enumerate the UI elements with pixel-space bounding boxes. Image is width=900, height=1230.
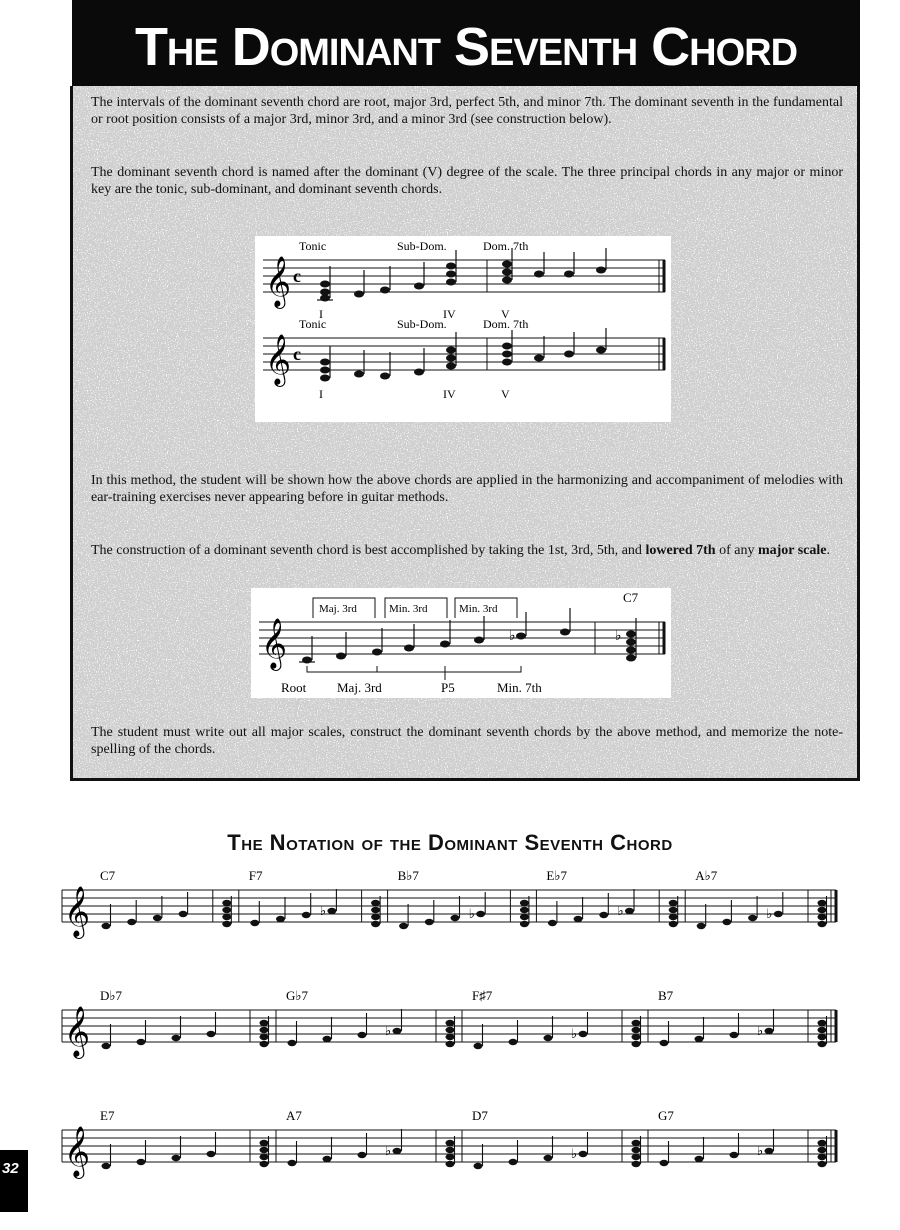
note xyxy=(323,1156,332,1162)
notation-staff-row-2 xyxy=(62,988,836,1059)
numeral-I: I xyxy=(319,307,323,321)
notation-heading: The Notation of the Dominant Seventh Chord xyxy=(227,830,673,855)
svg-text:♭: ♭ xyxy=(509,629,516,644)
page-title: The Dominant Seventh Chord xyxy=(134,17,798,77)
note xyxy=(425,919,434,925)
note xyxy=(102,1043,111,1049)
note xyxy=(730,1032,739,1038)
note xyxy=(153,915,162,921)
chord-note xyxy=(818,1027,827,1033)
chord-note xyxy=(371,900,380,906)
chord-note xyxy=(520,900,529,906)
note xyxy=(327,908,336,914)
chord-note xyxy=(260,1161,269,1167)
treble-clef-icon: 𝄞 xyxy=(64,887,91,936)
svg-text:Tonic: Tonic xyxy=(299,317,327,331)
note xyxy=(748,915,757,921)
chord-note xyxy=(818,1147,827,1153)
chord-label: E♭7 xyxy=(546,868,567,883)
paragraph-named-after: The dominant seventh chord is named after the dominant (V) degree of the scale. The three principal chords in any major or minor key are the tonic, sub-dominant, and dominant seventh chords. xyxy=(91,165,843,197)
chord-note xyxy=(260,1034,269,1040)
note xyxy=(137,1159,146,1165)
chord-note xyxy=(222,914,231,920)
construction-example xyxy=(251,588,671,698)
note xyxy=(765,1028,774,1034)
chord-note xyxy=(818,1041,827,1047)
chord-label: A7 xyxy=(286,1108,302,1123)
principal-chords-example xyxy=(255,236,671,422)
svg-text:𝄞: 𝄞 xyxy=(265,335,292,384)
svg-text:♭: ♭ xyxy=(757,1023,764,1038)
chord-label: G♭7 xyxy=(286,988,309,1003)
chord-label: C7 xyxy=(100,868,116,883)
note xyxy=(302,912,311,918)
explanation-box xyxy=(70,86,860,781)
note xyxy=(393,1148,402,1154)
chord-note xyxy=(371,914,380,920)
svg-text:♭: ♭ xyxy=(766,906,773,921)
chord-note xyxy=(632,1020,641,1026)
chord-note xyxy=(632,1140,641,1146)
chord-note xyxy=(818,1020,827,1026)
note xyxy=(774,911,783,917)
chord-label: B7 xyxy=(658,988,674,1003)
label-min7: Min. 7th xyxy=(497,680,542,695)
staff-row-1 xyxy=(263,239,665,321)
note xyxy=(574,916,583,922)
chord-note xyxy=(818,1154,827,1160)
chord-note xyxy=(669,921,678,927)
bracket-min3-b: Min. 3rd xyxy=(459,603,498,615)
notation-staves xyxy=(0,860,900,1190)
svg-text:IV: IV xyxy=(443,387,456,401)
svg-text:♭: ♭ xyxy=(319,903,327,918)
svg-text:Dom. 7th: Dom. 7th xyxy=(483,317,529,331)
notation-staff-row-1 xyxy=(62,868,836,939)
note xyxy=(172,1035,181,1041)
note xyxy=(544,1155,553,1161)
bracket-maj3: Maj. 3rd xyxy=(319,603,357,615)
chord-label: D7 xyxy=(472,1108,488,1123)
note xyxy=(548,920,557,926)
chord-note xyxy=(446,1027,455,1033)
note xyxy=(323,1036,332,1042)
chord-note xyxy=(260,1154,269,1160)
chord-note xyxy=(446,1161,455,1167)
note xyxy=(697,923,706,929)
chord-note xyxy=(818,907,827,913)
chord-note xyxy=(222,907,231,913)
chord-note xyxy=(222,921,231,927)
note xyxy=(358,1152,367,1158)
chord-label: D♭7 xyxy=(100,988,123,1003)
page-number: 32 xyxy=(2,1160,19,1177)
svg-text:♭: ♭ xyxy=(571,1026,578,1041)
label-maj3: Maj. 3rd xyxy=(337,680,382,695)
paragraph-method: In this method, the student will be shown how the above chords are applied in the harmonizing and accompaniment of melodies with ear-training exercises never appearing before in guitar methods. xyxy=(91,473,843,505)
chord-label: F♯7 xyxy=(472,988,493,1003)
notation-staff-row-3 xyxy=(62,1108,836,1179)
chord-note xyxy=(818,921,827,927)
label-p5: P5 xyxy=(441,680,455,695)
note xyxy=(451,915,460,921)
chord-note xyxy=(371,921,380,927)
note xyxy=(102,1163,111,1169)
chord-note xyxy=(371,907,380,913)
note xyxy=(137,1039,146,1045)
note xyxy=(358,1032,367,1038)
chord-label: A♭7 xyxy=(695,868,718,883)
note xyxy=(172,1155,181,1161)
treble-clef-icon: 𝄞 xyxy=(64,1127,91,1176)
treble-clef-icon: 𝄞 xyxy=(64,1007,91,1056)
chord-note xyxy=(632,1027,641,1033)
bracket-min3-a: Min. 3rd xyxy=(389,603,428,615)
chord-note xyxy=(818,900,827,906)
svg-text:c: c xyxy=(293,344,301,364)
chord-note xyxy=(632,1154,641,1160)
chord-note xyxy=(446,1041,455,1047)
svg-text:𝄞: 𝄞 xyxy=(261,619,288,668)
label-root: Root xyxy=(281,680,307,695)
chord-note xyxy=(818,1161,827,1167)
chord-note xyxy=(520,907,529,913)
note xyxy=(695,1036,704,1042)
note xyxy=(579,1151,588,1157)
chord-note xyxy=(669,914,678,920)
note xyxy=(288,1160,297,1166)
staff-row-2 xyxy=(263,317,665,401)
svg-text:♭: ♭ xyxy=(617,903,624,918)
construction-staff xyxy=(251,588,671,698)
note xyxy=(695,1156,704,1162)
chord-name-c7: C7 xyxy=(623,590,639,605)
note xyxy=(660,1160,669,1166)
svg-text:♭: ♭ xyxy=(385,1023,392,1038)
chord-note xyxy=(520,921,529,927)
note xyxy=(474,1043,483,1049)
note xyxy=(393,1028,402,1034)
chord-note xyxy=(446,1154,455,1160)
label-subdom: Sub-Dom. xyxy=(397,239,447,253)
note xyxy=(207,1031,216,1037)
note xyxy=(127,919,136,925)
note xyxy=(474,1163,483,1169)
chord-note xyxy=(446,1034,455,1040)
chord-note xyxy=(818,914,827,920)
chord-note xyxy=(818,1034,827,1040)
note xyxy=(250,920,259,926)
chord-note xyxy=(632,1161,641,1167)
principal-chords-staves xyxy=(255,236,671,422)
note xyxy=(509,1159,518,1165)
note xyxy=(509,1039,518,1045)
note xyxy=(579,1031,588,1037)
chord-note xyxy=(446,1147,455,1153)
chord-label: B♭7 xyxy=(397,868,419,883)
chord-note xyxy=(260,1020,269,1026)
chord-note xyxy=(669,907,678,913)
note xyxy=(288,1040,297,1046)
note xyxy=(625,908,634,914)
chord-note xyxy=(520,914,529,920)
numeral-V: V xyxy=(501,307,510,321)
note xyxy=(722,919,731,925)
label-tonic: Tonic xyxy=(299,239,327,253)
note xyxy=(179,911,188,917)
svg-text:c: c xyxy=(293,266,301,286)
note xyxy=(476,911,485,917)
note xyxy=(102,923,111,929)
paragraph-student-task: The student must write out all major scales, construct the dominant seventh chords by the above method, and memorize the note-spelling of the chords. xyxy=(91,725,843,757)
chord-note xyxy=(446,1020,455,1026)
svg-text:♭: ♭ xyxy=(615,629,622,644)
chord-note xyxy=(818,1140,827,1146)
svg-text:♭: ♭ xyxy=(757,1143,764,1158)
chord-note xyxy=(260,1027,269,1033)
chord-label: G7 xyxy=(658,1108,674,1123)
svg-text:Sub-Dom.: Sub-Dom. xyxy=(397,317,447,331)
chord-note xyxy=(260,1147,269,1153)
note xyxy=(660,1040,669,1046)
svg-text:♭: ♭ xyxy=(468,906,475,921)
chord-note xyxy=(632,1041,641,1047)
chord-note xyxy=(632,1147,641,1153)
chord-note xyxy=(260,1140,269,1146)
chord-note xyxy=(669,900,678,906)
chord-note xyxy=(632,1034,641,1040)
label-dom7: Dom. 7th xyxy=(483,239,529,253)
numeral-IV: IV xyxy=(443,307,456,321)
note xyxy=(207,1151,216,1157)
chord-note xyxy=(446,1140,455,1146)
svg-text:♭: ♭ xyxy=(385,1143,392,1158)
svg-text:V: V xyxy=(501,387,510,401)
treble-clef-icon: 𝄞 xyxy=(265,257,292,306)
note xyxy=(730,1152,739,1158)
note xyxy=(276,916,285,922)
paragraph-construction: The construction of a dominant seventh chord is best accomplished by taking the 1st, 3rd, 5th, and lowered 7th of any major scale. xyxy=(91,543,831,558)
note xyxy=(765,1148,774,1154)
note xyxy=(399,923,408,929)
note xyxy=(599,912,608,918)
note xyxy=(544,1035,553,1041)
chord-label: E7 xyxy=(100,1108,115,1123)
chord-note xyxy=(222,900,231,906)
paragraph-intervals: The intervals of the dominant seventh chord are root, major 3rd, perfect 5th, and minor 7th. The dominant seventh in the fundamental or root position consists of a major 3rd, minor 3rd, and a minor 3rd (see construction below). xyxy=(91,95,843,127)
svg-text:♭: ♭ xyxy=(571,1146,578,1161)
chord-label: F7 xyxy=(248,868,263,883)
svg-text:I: I xyxy=(319,387,323,401)
chord-note xyxy=(260,1041,269,1047)
